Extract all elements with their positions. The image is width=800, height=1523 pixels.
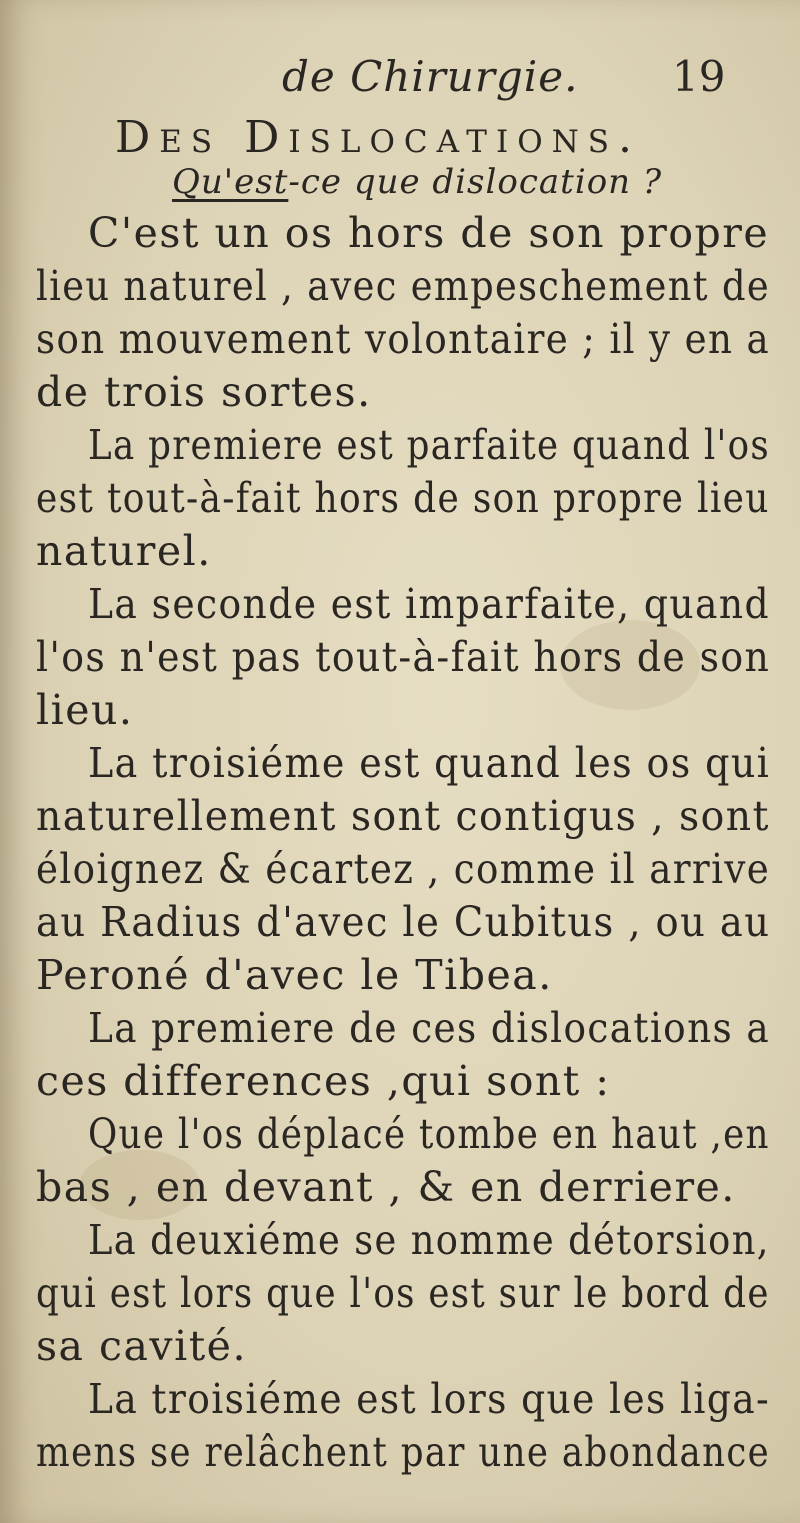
text-line: La premiere est parfaite quand l'os <box>88 421 770 469</box>
text-line: de trois sortes. <box>36 368 372 416</box>
text-line: lieu naturel , avec empeschement de <box>36 262 770 310</box>
text-line: lieu. <box>36 686 134 734</box>
text-line: La seconde est imparfaite, quand <box>88 580 770 628</box>
text-line: est tout-à-fait hors de son propre lieu <box>36 474 770 522</box>
running-head <box>0 52 800 112</box>
text-line: La premiere de ces dislocations a <box>88 1004 771 1052</box>
text-line: naturellement sont contigus , sont <box>36 792 770 840</box>
question-first-word: Qu'est <box>172 162 289 202</box>
page-number: 19 <box>672 52 726 101</box>
text-line: bas , en devant , & en derriere. <box>36 1163 736 1211</box>
section-question <box>172 162 662 202</box>
text-line: La troisiéme est quand les os qui <box>88 739 771 787</box>
text-line: au Radius d'avec le Cubitus , ou au <box>36 898 771 946</box>
text-line: naturel. <box>36 527 212 575</box>
chapter-heading: Des Dislocations. <box>115 112 641 163</box>
text-line: sa cavité. <box>36 1322 247 1370</box>
running-title: de Chirurgie. <box>282 52 579 101</box>
text-line: Que l'os déplacé tombe en haut ,en <box>88 1110 770 1158</box>
text-line: qui est lors que l'os est sur le bord de <box>36 1269 770 1317</box>
text-line: C'est un os hors de son propre <box>88 209 770 257</box>
text-line: mens se relâchent par une abondance <box>36 1428 770 1476</box>
text-line: l'os n'est pas tout-à-fait hors de son <box>36 633 771 681</box>
text-line: ces differences ,qui sont : <box>36 1057 611 1105</box>
question-rest: -ce que dislocation ? <box>288 162 663 202</box>
text-line: La troisiéme est lors que les liga- <box>88 1375 771 1423</box>
text-line: éloignez & écartez , comme il arrive <box>36 845 771 893</box>
text-line: son mouvement volontaire ; il y en a <box>36 315 771 363</box>
text-line: La deuxiéme se nomme détorsion, <box>88 1216 770 1264</box>
text-line: Peroné d'avec le Tibea. <box>36 951 553 999</box>
